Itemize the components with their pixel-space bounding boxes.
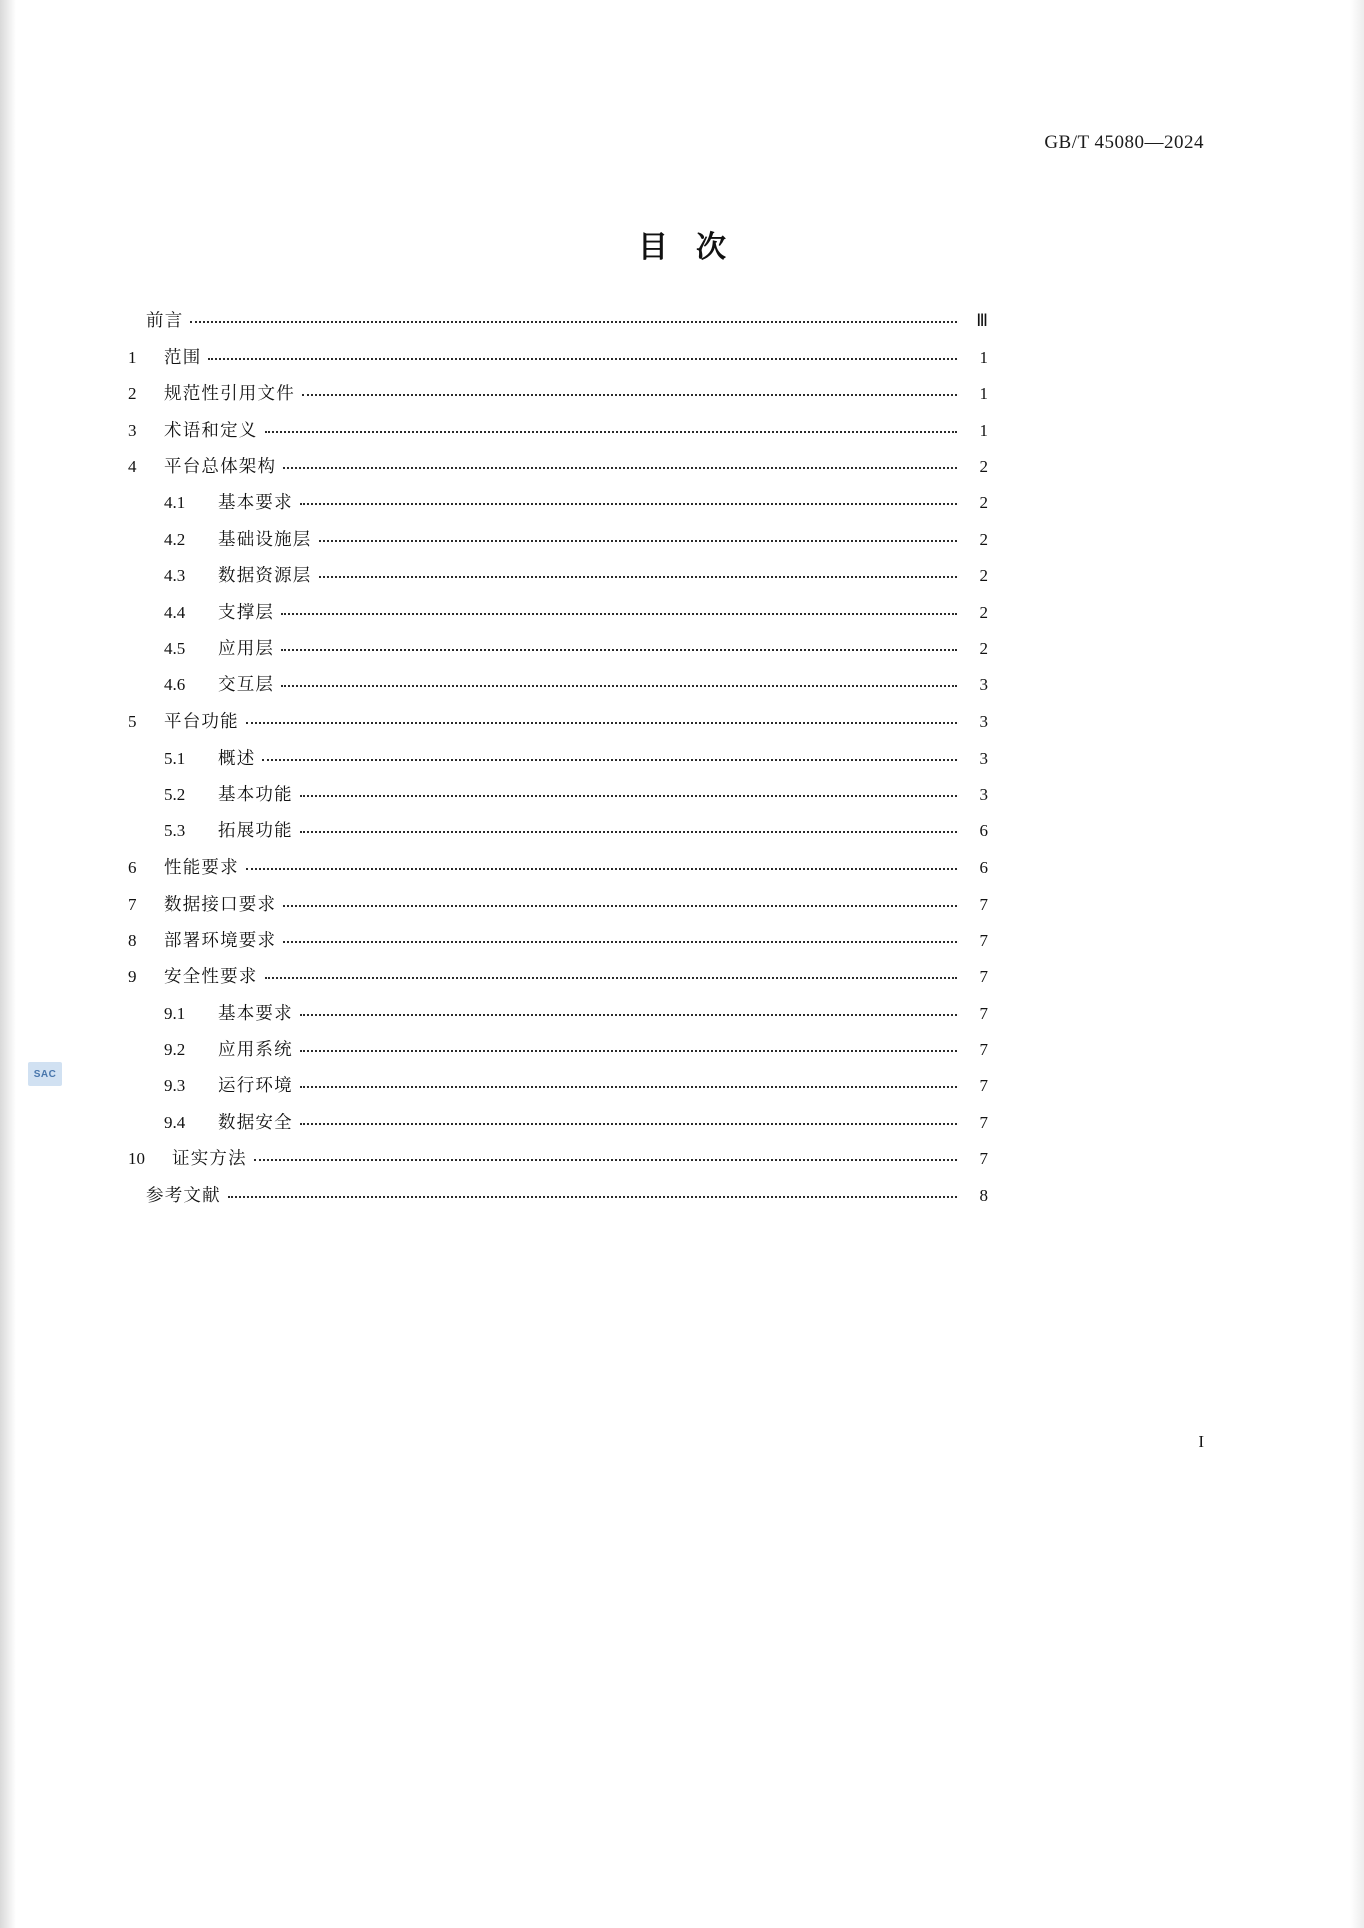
toc-entry-page: 1 bbox=[979, 347, 988, 367]
toc-entry-label: 数据安全 bbox=[218, 1112, 293, 1133]
toc-leader-dots bbox=[300, 1049, 957, 1052]
toc-entry-page: 3 bbox=[979, 712, 988, 732]
toc-entry-number: 9.2 bbox=[164, 1040, 186, 1059]
toc-leader-dots bbox=[283, 940, 957, 943]
toc-entry-number: 8 bbox=[128, 930, 137, 950]
toc-entry-number: 2 bbox=[128, 384, 137, 404]
toc-leader-dots bbox=[300, 794, 957, 797]
toc-leader-dots bbox=[319, 539, 958, 542]
toc-leader-dots bbox=[265, 430, 958, 433]
toc-leader-dots bbox=[319, 575, 958, 578]
toc-leader-dots bbox=[265, 976, 958, 979]
toc-entry-label: 基本要求 bbox=[218, 493, 293, 514]
toc-leader-dots bbox=[283, 904, 957, 907]
toc-entry-label: 运行环境 bbox=[218, 1076, 293, 1097]
toc-entry-label: 数据资源层 bbox=[218, 566, 312, 587]
toc-entry[interactable] bbox=[128, 1148, 988, 1171]
toc-entry[interactable] bbox=[164, 1003, 988, 1026]
toc-entry-number: 3 bbox=[128, 420, 137, 440]
toc-leader-dots bbox=[228, 1195, 957, 1198]
toc-entry-number: 1 bbox=[128, 347, 137, 367]
toc-entry-page: 2 bbox=[979, 566, 988, 586]
toc-entry-label: 应用层 bbox=[218, 638, 275, 659]
toc-entry[interactable] bbox=[164, 748, 988, 771]
toc-entry-number: 4 bbox=[128, 457, 137, 476]
toc-entry-page: 6 bbox=[979, 821, 988, 841]
toc-entry[interactable] bbox=[164, 674, 988, 697]
toc-entry-page: 3 bbox=[979, 784, 988, 804]
toc-leader-dots bbox=[302, 393, 957, 396]
toc-entry[interactable] bbox=[128, 456, 988, 479]
toc-entry-number: 4.4 bbox=[164, 602, 186, 622]
toc-leader-dots bbox=[254, 1158, 957, 1161]
toc-entry-page: 3 bbox=[979, 748, 988, 768]
toc-entry-page: 1 bbox=[979, 384, 988, 404]
toc-entry[interactable] bbox=[128, 930, 988, 953]
toc-entry-label: 安全性要求 bbox=[164, 967, 258, 988]
toc-entry[interactable] bbox=[128, 347, 988, 370]
toc-entry-number: 4.1 bbox=[164, 493, 186, 513]
toc-leader-dots bbox=[283, 466, 957, 469]
toc-leader-dots bbox=[281, 648, 957, 651]
toc-entry[interactable] bbox=[128, 383, 988, 406]
toc-entry[interactable] bbox=[164, 820, 988, 843]
toc-leader-dots bbox=[281, 684, 957, 687]
toc-entry-label: 基本功能 bbox=[218, 784, 293, 805]
toc-entry-label: 术语和定义 bbox=[164, 420, 258, 441]
toc-entry-label: 基本要求 bbox=[218, 1003, 293, 1024]
toc-entry-label: 基础设施层 bbox=[218, 529, 312, 550]
page-title: 目次 bbox=[638, 230, 754, 265]
toc-entry[interactable] bbox=[164, 565, 988, 588]
toc-entry-number: 9.4 bbox=[164, 1112, 186, 1132]
toc-entry-number: 9.1 bbox=[164, 1003, 186, 1023]
toc-entry-number: 5.3 bbox=[164, 821, 186, 841]
toc-leader-dots bbox=[300, 1013, 957, 1016]
toc-entry-number: 4.6 bbox=[164, 675, 186, 695]
toc-entry-page: 7 bbox=[979, 1149, 988, 1169]
toc-entry[interactable] bbox=[128, 966, 988, 989]
toc-entry-label: 应用系统 bbox=[218, 1040, 293, 1060]
standard-code: GB/T 45080—2024 bbox=[1044, 132, 1204, 153]
toc-entry-page: 3 bbox=[979, 675, 988, 695]
toc-leader-dots bbox=[300, 830, 957, 833]
toc-leader-dots bbox=[190, 320, 957, 323]
toc-entry-page: 7 bbox=[979, 1076, 988, 1096]
table-of-contents bbox=[128, 310, 988, 1221]
toc-entry[interactable] bbox=[128, 1185, 988, 1208]
toc-entry-label: 性能要求 bbox=[164, 858, 239, 879]
toc-entry[interactable] bbox=[128, 857, 988, 880]
toc-entry-page: 7 bbox=[979, 1003, 988, 1023]
toc-entry[interactable] bbox=[128, 894, 988, 917]
toc-entry-page: 2 bbox=[979, 638, 988, 658]
toc-leader-dots bbox=[246, 867, 957, 870]
toc-entry-page: 2 bbox=[979, 529, 988, 549]
toc-entry-label: 规范性引用文件 bbox=[164, 384, 295, 405]
toc-entry-label: 支撑层 bbox=[218, 602, 275, 623]
page-number: I bbox=[1198, 1432, 1204, 1451]
toc-entry-page: 7 bbox=[979, 967, 988, 987]
toc-entry-number: 7 bbox=[128, 894, 137, 914]
toc-entry[interactable] bbox=[164, 1039, 988, 1062]
toc-entry-page: 1 bbox=[979, 420, 988, 440]
toc-entry-page: Ⅲ bbox=[976, 311, 988, 330]
toc-entry-number: 5.2 bbox=[164, 784, 186, 804]
toc-entry-number: 9 bbox=[128, 967, 137, 987]
toc-entry-label: 平台总体架构 bbox=[164, 457, 277, 477]
toc-entry-number: 9.3 bbox=[164, 1076, 186, 1096]
toc-leader-dots bbox=[300, 1085, 957, 1088]
toc-entry-page: 8 bbox=[979, 1186, 988, 1205]
toc-entry-number: 5.1 bbox=[164, 748, 186, 768]
toc-entry-label: 数据接口要求 bbox=[164, 894, 277, 915]
toc-entry-page: 7 bbox=[979, 894, 988, 914]
toc-entry-number: 4.3 bbox=[164, 566, 186, 586]
toc-entry-number: 4.5 bbox=[164, 638, 186, 658]
toc-leader-dots bbox=[208, 357, 957, 360]
toc-leader-dots bbox=[262, 758, 957, 761]
toc-entry[interactable] bbox=[128, 711, 988, 734]
toc-entry-number: 6 bbox=[128, 858, 137, 878]
toc-leader-dots bbox=[246, 721, 957, 724]
toc-entry[interactable] bbox=[164, 1112, 988, 1135]
toc-entry[interactable] bbox=[128, 310, 988, 333]
toc-entry-page: 6 bbox=[979, 858, 988, 878]
toc-entry-number: 5 bbox=[128, 712, 137, 732]
toc-entry-label: 参考文献 bbox=[146, 1186, 221, 1206]
toc-leader-dots bbox=[281, 612, 957, 615]
toc-entry-label: 部署环境要求 bbox=[164, 930, 277, 951]
toc-entry[interactable] bbox=[128, 420, 988, 443]
toc-leader-dots bbox=[300, 502, 957, 505]
toc-entry-label: 前言 bbox=[146, 311, 184, 331]
toc-entry-label: 概述 bbox=[218, 748, 256, 769]
toc-entry-number: 10 bbox=[128, 1149, 145, 1169]
toc-entry[interactable] bbox=[164, 492, 988, 515]
sac-watermark: SAC bbox=[28, 1062, 62, 1086]
toc-entry-page: 2 bbox=[979, 602, 988, 622]
toc-entry-page: 2 bbox=[979, 493, 988, 513]
toc-leader-dots bbox=[300, 1122, 957, 1125]
toc-entry[interactable] bbox=[164, 638, 988, 661]
toc-entry-label: 拓展功能 bbox=[218, 821, 293, 842]
toc-entry[interactable] bbox=[164, 602, 988, 625]
toc-entry[interactable] bbox=[164, 529, 988, 552]
toc-entry-number: 4.2 bbox=[164, 529, 186, 549]
toc-entry-page: 2 bbox=[979, 457, 988, 476]
toc-entry-label: 平台功能 bbox=[164, 712, 239, 733]
toc-entry-label: 交互层 bbox=[218, 675, 275, 696]
toc-entry-label: 证实方法 bbox=[172, 1149, 247, 1170]
toc-entry[interactable] bbox=[164, 784, 988, 807]
toc-entry-page: 7 bbox=[979, 930, 988, 950]
toc-entry-label: 范围 bbox=[164, 347, 202, 368]
toc-entry[interactable] bbox=[164, 1075, 988, 1098]
toc-entry-page: 7 bbox=[979, 1112, 988, 1132]
toc-entry-page: 7 bbox=[979, 1040, 988, 1059]
